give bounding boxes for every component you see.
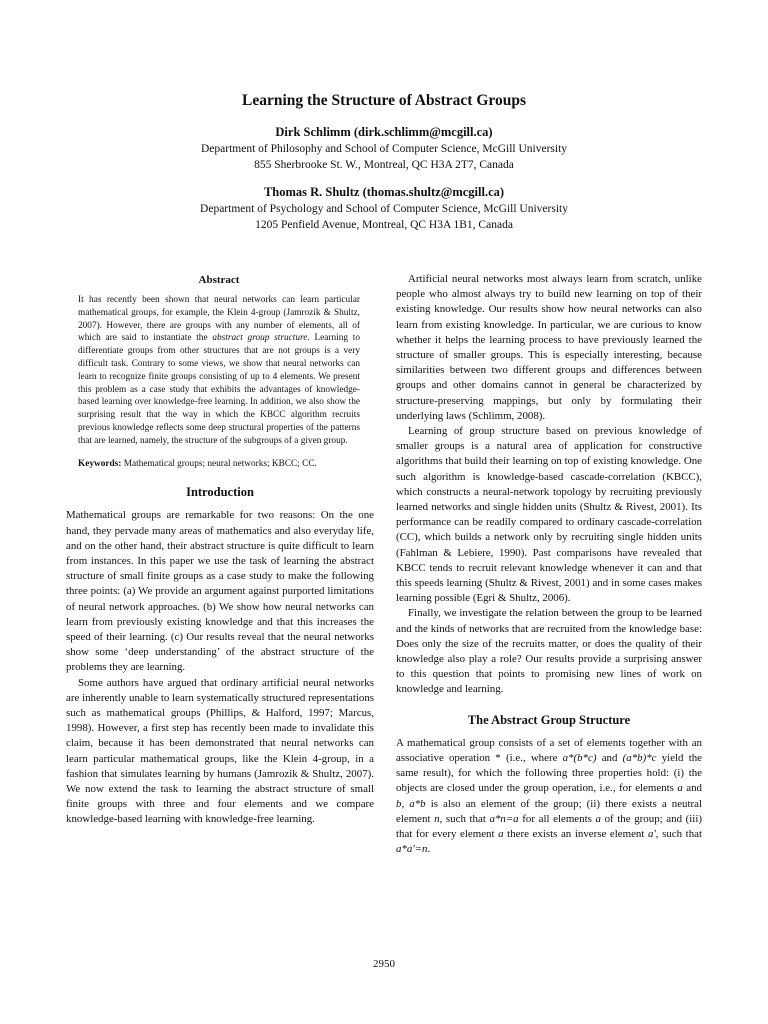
keywords-label: Keywords:	[78, 458, 122, 469]
left-column	[66, 272, 374, 828]
intro-paragraph-2: Some authors have argued that ordinary artificial neural networks are inherently unable to learn systematically structured representations such as mathematical groups (Phillips, & Halford, 1997; Marcus, 1998). However, a first step has recently been made to invalidate this claim, because it has been demonstrated that neural networks can learn particular mathematical groups, like the Klein 4-group, in a fashion that simulates learning by humans (Jamrozik & Shultz, 2007). We now extend the task to learning the abstract structure of small finite groups with three and four elements and we compare knowledge-based learning with knowledge-free learning.	[66, 676, 374, 826]
right-column	[396, 272, 702, 857]
introduction-heading: Introduction	[186, 485, 254, 500]
abstract-section	[66, 272, 374, 470]
author-affiliation: Department of Psychology and School of Computer Science, McGill University	[200, 203, 568, 215]
right-paragraph-2: Learning of group structure based on previous knowledge of smaller groups is a natural area of application for constructive algorithms that build their learning on top of existing knowledge. One such algorithm is knowledge-based cascade-correlation (KBCC), which constructs a neural-network topology by recruiting previously learned networks and single hidden units (Shultz & Rivest, 2001). Its performance can be readily compared to ordinary cascade-correlation (CC), which builds a network only by recruiting single hidden units (Fahlman & Lebiere, 1990). Past comparisons have revealed that KBCC tends to recruit relevant knowledge whenever it can and that this speeds learning (Shultz & Rivest, 2001) and in some cases makes learning possible (Egri & Shultz, 2006).	[396, 425, 702, 605]
abstract-heading: Abstract	[198, 274, 240, 286]
paper-title: Learning the Structure of Abstract Groups	[241, 92, 527, 109]
right-paragraph-3: Finally, we investigate the relation between the group to be learned and the kinds of networks that are recruited from the knowledge base: Does only the size of the recruits matter, or does the quality of their knowledge also play a role? Our results provide a surprising answer to this question that points to promising new lines of work on knowledge and learning.	[396, 607, 702, 696]
keywords	[78, 458, 360, 471]
abstract-group-paragraph: A mathematical group consists of a set of elements together with an associative operation * (i.e., where a*(b*c) and (a*b)*c yield the same result), for which the following three properties hold: (i) the objects are closed under the group operation, i.e., for elements a and b, a*b is also an element of the group; (ii) there exists a neutral element n, such that a*n=a for all elements a of the group; and (iii) that for every element a there exists an inverse element a', such that a*a'=n.	[396, 736, 703, 856]
author-block-1	[0, 124, 768, 173]
author-address: 855 Sherbrooke St. W., Montreal, QC H3A 2T7, Canada	[254, 159, 514, 171]
abstract-group-heading: The Abstract Group Structure	[467, 712, 631, 727]
author-name: Thomas R. Shultz (thomas.shultz@mcgill.ca)	[263, 185, 505, 199]
author-affiliation: Department of Philosophy and School of Computer Science, McGill University	[200, 143, 568, 155]
page-number: 2950	[373, 958, 395, 970]
abstract-text: It has recently been shown that neural networks can learn particular mathematical groups, for example, the Klein 4-group (Jamrozik & Shultz, 2007). However, there are groups with any number of elements, all of which are said to instantiate the abstract group structure. Learning to differentiate groups from other structures that are not groups is a very difficult task. Contrary to some views, we show that neural networks can learn to recognize finite groups consisting of up to 4 elements. We present this problem as a case study that exhibits the advantages of knowledge-based learning over knowledge-free learning. In addition, we also show the surprising result that the way in which the KBCC algorithm recruits previous knowledge reflects some deep structural properties of the patterns that are learned, namely, the structure of the subgroups of a given group.	[78, 295, 360, 446]
keywords-text: Mathematical groups; neural networks; KBCC; CC.	[121, 458, 317, 469]
intro-paragraph-1: Mathematical groups are remarkable for two reasons: On the one hand, they pervade many areas of mathematics and also everyday life, and on the other hand, their abstract structure is quite difficult to learn from instances. In this paper we use the task of learning the abstract structure of small finite groups as a case study to make the following three points: (a) We provide an argument against purported limitations of neural network approaches. (b) We show how neural networks can learn from previously existing knowledge and that this increases the speed of their learning. (c) Our results reveal that the neural networks show some ‘deep understanding’ of the abstract structure of the problems they are learning.	[66, 509, 374, 674]
author-name: Dirk Schlimm (dirk.schlimm@mcgill.ca)	[275, 125, 493, 139]
right-paragraph-1: Artificial neural networks most always learn from scratch, unlike people who almost always try to build new learning on top of their existing knowledge. Our results show how neural networks can also learn from existing knowledge. In particular, we are curious to know whether it helps the learning process to have previously learned the structure of smaller groups. This is especially interesting, because similarities between two different groups and differences between groups and other domains cannot in general be characterized by structure-preserving mappings, but only by formulating their underlying laws (Schlimm, 2008).	[396, 273, 702, 422]
author-address: 1205 Penfield Avenue, Montreal, QC H3A 1B1, Canada	[255, 219, 513, 231]
author-block-2	[0, 184, 768, 233]
